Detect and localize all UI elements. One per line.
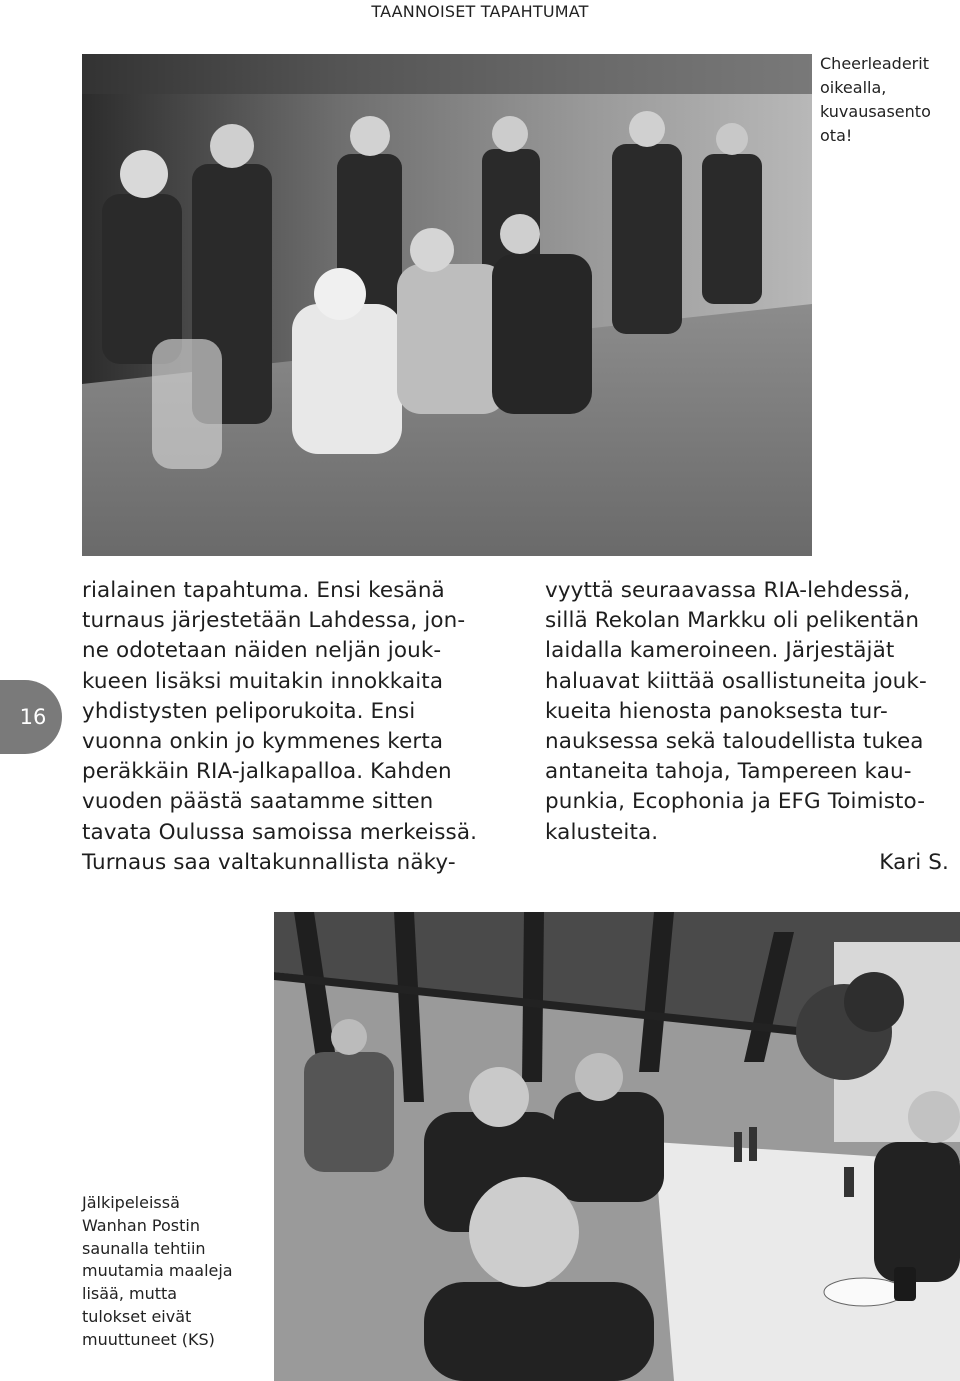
bottom-photo-caption: [82, 1192, 262, 1352]
caption-line: muuttuneet (KS): [82, 1329, 215, 1349]
author-signature: Kari S.: [879, 849, 949, 875]
caption-line: tulokset eivät: [82, 1306, 192, 1326]
text-line: nauksessa sekä taloudellista tukea: [545, 729, 924, 755]
caption-line: Jälkipeleissä: [82, 1193, 180, 1212]
caption-line: muutamia maaleja: [82, 1261, 233, 1281]
text-line: kueita hienosta panoksesta tur-: [545, 698, 888, 724]
text-line: antaneita tahoja, Tampereen kau-: [545, 759, 912, 785]
sauna-gathering-photo: [274, 912, 960, 1381]
text-line: peräkkäin RIA-jalkapalloa. Kahden: [82, 759, 452, 785]
caption-line: kuvausasento: [820, 102, 931, 121]
text-line: vuonna onkin jo kymmenes kerta: [82, 729, 444, 755]
text-line: haluavat kiittää osallistuneita jouk-: [545, 668, 927, 694]
text-line: vuoden päästä saatamme sitten: [82, 789, 434, 815]
top-photo-caption: [820, 52, 952, 148]
caption-line: lisää, mutta: [82, 1284, 178, 1304]
text-line: kalusteita.: [545, 819, 659, 845]
text-line: punkia, Ecophonia ja EFG Toimisto-: [545, 789, 926, 815]
text-line: yhdistysten peliporukoita. Ensi: [82, 698, 416, 724]
caption-line: saunalla tehtiin: [82, 1238, 206, 1258]
article-column-left: [82, 576, 512, 878]
section-header: TAANNOISET TAPAHTUMAT: [371, 2, 589, 21]
caption-line: oikealla,: [820, 78, 887, 97]
text-line: vyyttä seuraavassa RIA-lehdessä,: [545, 578, 911, 603]
text-line: laidalla kameroineen. Järjestäjät: [545, 638, 895, 664]
caption-line: Wanhan Postin: [82, 1215, 200, 1235]
text-line: tavata Oulussa samoissa merkeissä.: [82, 819, 478, 845]
text-line: rialainen tapahtuma. Ensi kesänä: [82, 578, 445, 603]
caption-line: Cheerleaderit: [820, 54, 929, 73]
text-line: Turnaus saa valtakunnallista näky-: [82, 849, 456, 875]
text-line: ne odotetaan näiden neljän jouk-: [82, 638, 442, 664]
article-column-right: [545, 576, 955, 878]
spectators-photo: [82, 54, 812, 556]
text-line: sillä Rekolan Markku oli pelikentän: [545, 608, 920, 634]
text-line: turnaus järjestetään Lahdessa, jon-: [82, 608, 466, 634]
page-number-badge: 16: [0, 680, 62, 754]
text-line: kueen lisäksi muitakin innokkaita: [82, 668, 444, 694]
caption-line: ota!: [820, 126, 853, 145]
